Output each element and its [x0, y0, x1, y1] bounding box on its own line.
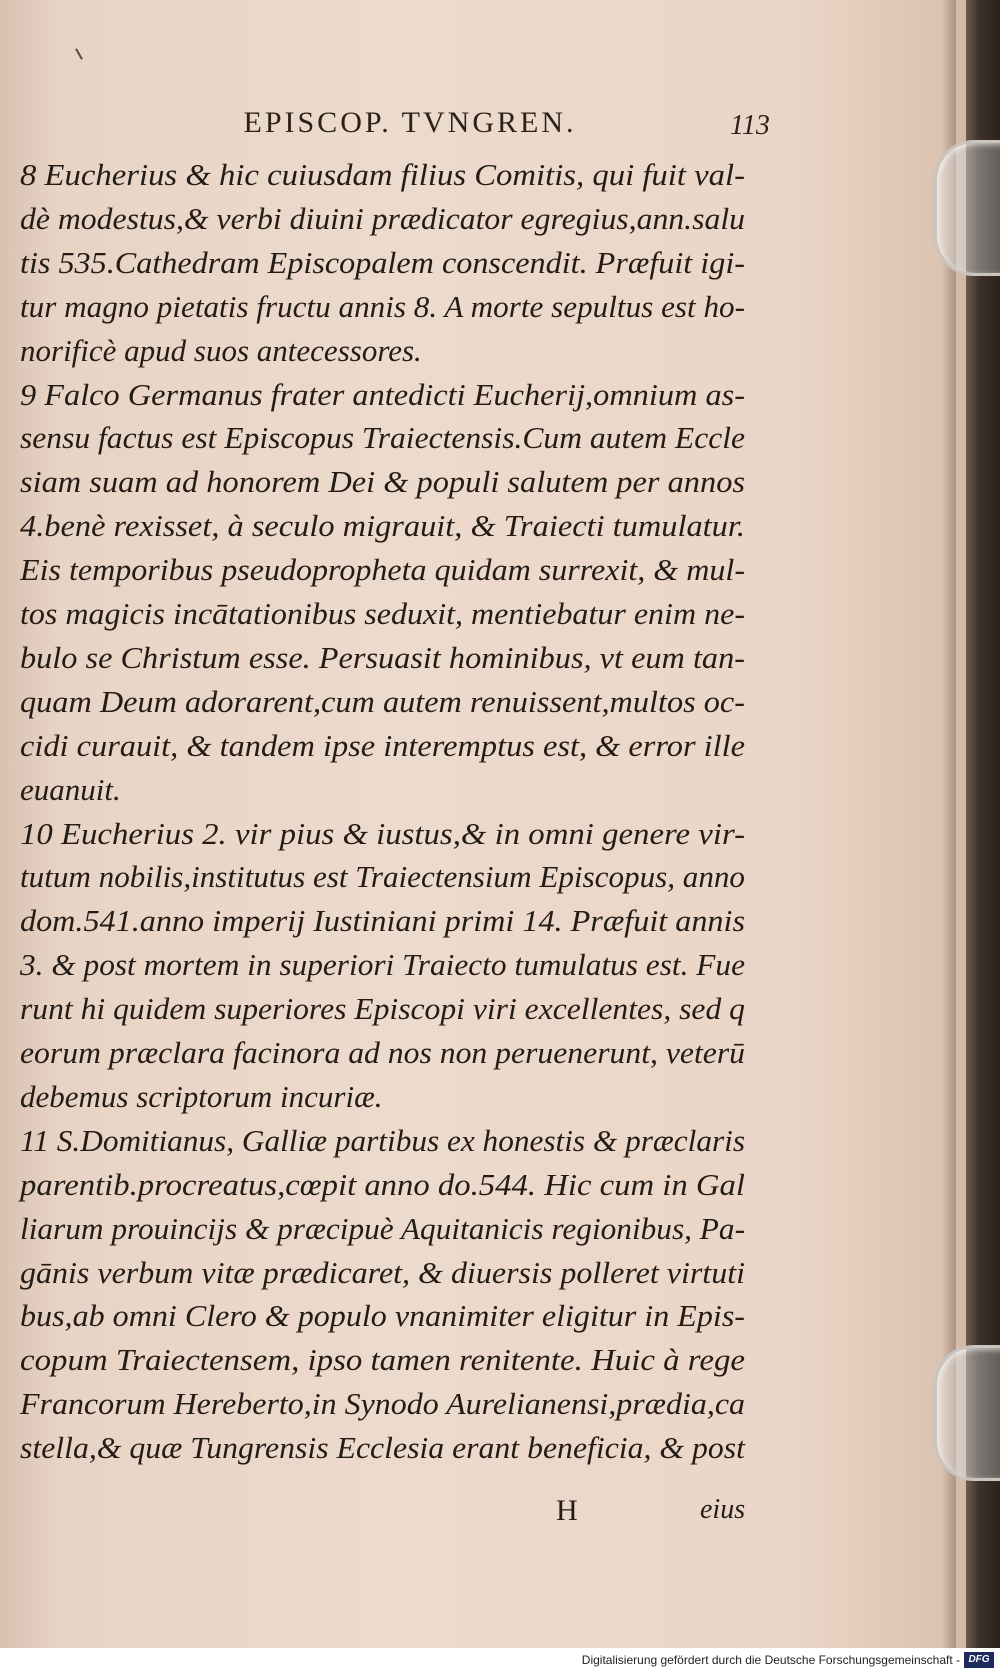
text-line: 3. & post mortem in superiori Traiecto tumulatus est. Fue: [20, 947, 745, 983]
signature-mark: H: [556, 1494, 578, 1527]
text-line: 10 Eucherius 2. vir pius & iustus,& in omni genere vir-: [20, 815, 746, 851]
text-line: 11 S.Domitianus, Galliæ partibus ex honestis & præclaris: [20, 1122, 745, 1158]
text-line: liarum prouincijs & præcipuè Aquitanicis regionibus, Pa-: [20, 1210, 745, 1246]
text-line: tutum nobilis,institutus est Traiectensium Episcopus, anno: [20, 859, 745, 895]
text-line: dom.541.anno imperij Iustiniani primi 14. Præfuit annis: [20, 903, 745, 939]
text-line: tur magno pietatis fructu annis 8. A morte sepultus est ho-: [20, 288, 745, 324]
catchword: eius: [700, 1494, 746, 1525]
text-line: siam suam ad honorem Dei & populi salutem per annos: [20, 464, 745, 500]
text-line: parentib.procreatus,cœpit anno do.544. Hic cum in Gal: [20, 1166, 746, 1202]
text-line: sensu factus est Episcopus Traiectensis.Cum autem Eccle: [20, 420, 745, 456]
text-line: dè modestus,& verbi diuini prædicator egregius,ann.salu: [20, 200, 745, 236]
clasp-icon: [934, 140, 1000, 276]
footer-credit: Digitalisierung gefördert durch die Deutsche Forschungsgemeinschaft -: [581, 1653, 960, 1667]
text-line: 9 Falco Germanus frater antedicti Eucherij,omnium as-: [20, 376, 745, 412]
text-line: debemus scriptorum incuriæ.: [20, 1078, 383, 1114]
clasp-icon: [934, 1345, 1000, 1481]
text-line: quam Deum adorarent,cum autem renuissent,multos oc-: [20, 683, 746, 719]
text-line: bulo se Christum esse. Persuasit hominibus, vt eum tan-: [20, 639, 745, 675]
text-line: Eis temporibus pseudopropheta quidam surrexit, & mul-: [20, 552, 745, 588]
running-head: EPISCOP. TVNGREN.: [243, 106, 577, 139]
text-line: gānis verbum vitæ prædicaret, & diuersis polleret virtuti: [20, 1254, 745, 1290]
text-line: stella,& quæ Tungrensis Ecclesia erant beneficia, & post: [20, 1430, 745, 1466]
page-number: 113: [730, 110, 770, 141]
text-line: runt hi quidem superiores Episcopi viri excellentes, sed q: [20, 991, 745, 1027]
footer-bar: [0, 1648, 1000, 1675]
text-line: euanuit.: [20, 771, 121, 807]
dfg-logo-icon: DFG: [964, 1652, 994, 1668]
stray-ink-mark: [75, 48, 83, 59]
text-line: norificè apud suos antecessores.: [20, 332, 422, 368]
text-line: 4.benè rexisset, à seculo migrauit, & Traiecti tumulatur.: [20, 508, 745, 544]
text-line: tos magicis incātationibus seduxit, mentiebatur enim ne-: [20, 596, 745, 631]
text-line: eorum præclara facinora ad nos non peruenerunt, veterū: [20, 1035, 745, 1070]
text-line: cidi curauit, & tandem ipse interemptus est, & error ille: [20, 727, 745, 763]
text-line: bus,ab omni Clero & populo vnanimiter eligitur in Epis-: [20, 1298, 745, 1334]
text-line: copum Traiectensem, ipso tamen renitente. Huic à rege: [20, 1342, 745, 1378]
text-line: 8 Eucherius & hic cuiusdam filius Comitis, qui fuit val-: [20, 157, 745, 192]
text-line: tis 535.Cathedram Episcopalem conscendit. Præfuit igi-: [20, 244, 746, 280]
text-line: Francorum Hereberto,in Synodo Aurelianensi,prædia,ca: [20, 1386, 745, 1422]
